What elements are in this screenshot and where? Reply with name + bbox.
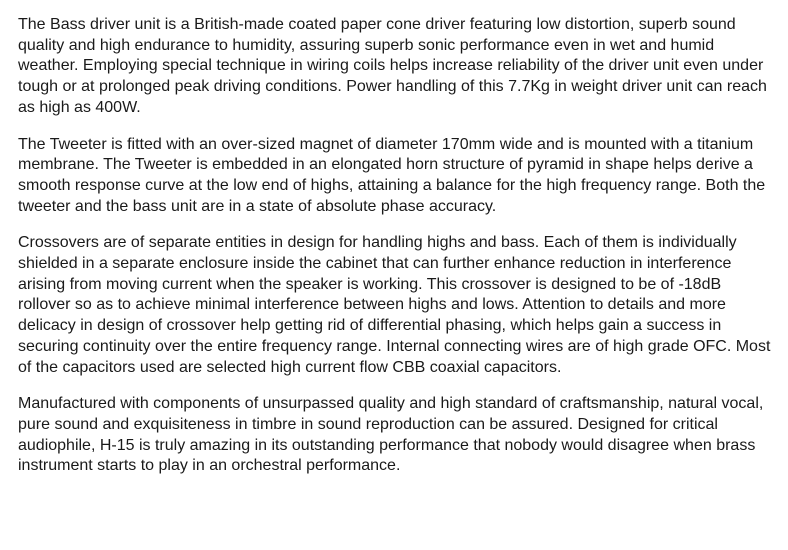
paragraph-crossovers: Crossovers are of separate entities in design for handling highs and bass. Each of them is individually shielded in a separate enclosure inside the cabinet that can further enhance reduction in interference arising from moving current when the speaker is working. This crossover is designed to be of -18dB rollover so as to achieve minimal interference between highs and lows. Attention to details and more delicacy in design of crossover help getting rid of differential phasing, which helps gain a success in securing continuity over the entire frequency range. Internal connecting wires are of high grade OFC. Most of the capacitors used are selected high current flow CBB coaxial capacitors.: [18, 234, 771, 376]
paragraph-manufacturing: Manufactured with components of unsurpassed quality and high standard of craftsmanship, natural vocal, pure sound and exquisiteness in timbre in sound reproduction can be assured. Designed for critical audiophile, H-15 is truly amazing in its outstanding performance that nobody would disagree when brass instrument starts to play in an orchestral performance.: [18, 395, 764, 475]
paragraph-bass-driver: The Bass driver unit is a British-made coated paper cone driver featuring low distortion, superb sound quality and high endurance to humidity, assuring superb sonic performance even in wet and humid weather. Employing special technique in wiring coils helps increase reliability of the driver unit even under tough or at prolonged peak driving conditions. Power handling of this 7.7Kg in weight driver unit can reach as high as 400W.: [18, 16, 767, 116]
paragraph-tweeter: The Tweeter is fitted with an over-sized magnet of diameter 170mm wide and is mounted with a titanium membrane. The Tweeter is embedded in an elongated horn structure of pyramid in shape helps derive a smooth response curve at the low end of highs, attaining a balance for the high frequency range. Both the tweeter and the bass unit are in a state of absolute phase accuracy.: [18, 135, 766, 215]
document-body: [18, 15, 778, 493]
